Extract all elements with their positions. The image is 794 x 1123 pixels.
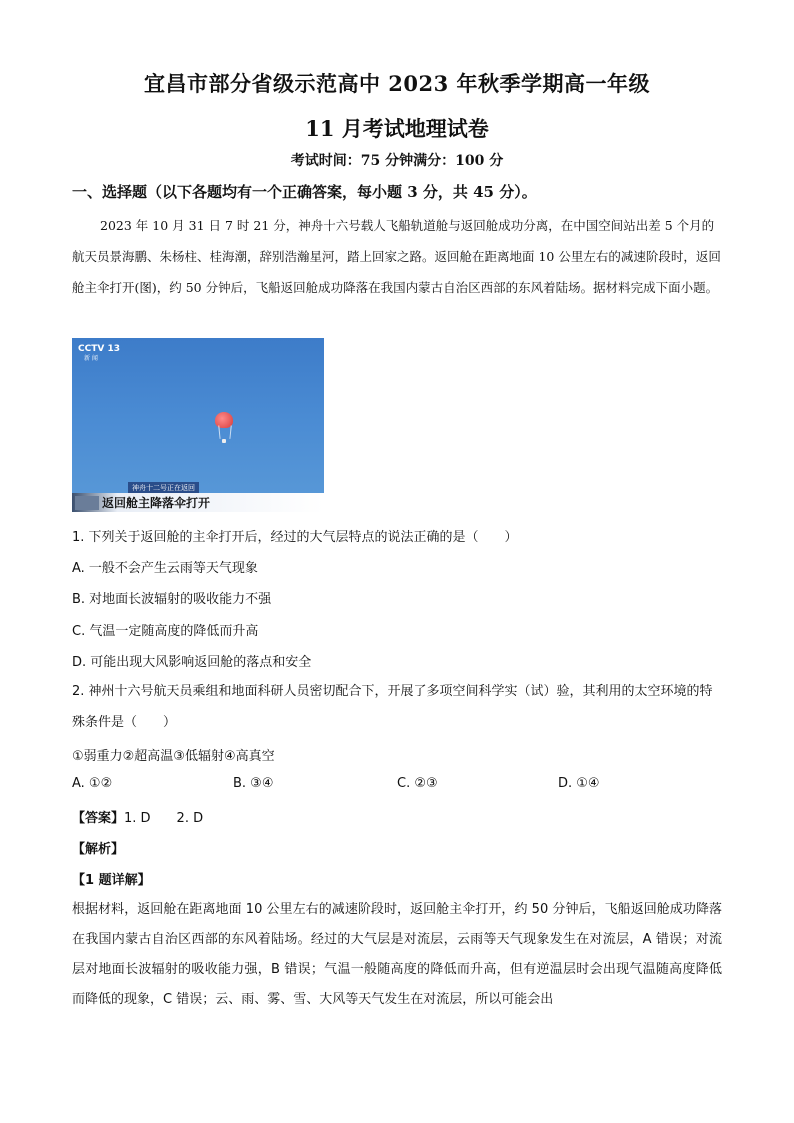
detail-tag: 【1 题详解】 — [72, 873, 151, 888]
exam-info: 考试时间：75 分钟满分：100 分 — [290, 153, 504, 169]
section1-heading: 一、选择题（以下各题均有一个正确答案，每小题 3 分，共 45 分）。 — [72, 183, 537, 201]
answer-line — [72, 807, 203, 826]
q1-option-c: C. 气温一定随高度的降低而升高 — [72, 624, 259, 639]
q2-option-c: C. ②③ — [397, 776, 438, 791]
return-capsule — [222, 439, 226, 443]
analysis-tag: 【解析】 — [72, 842, 125, 857]
parachute-photo — [72, 338, 324, 512]
channel-logo — [78, 344, 120, 364]
caption-small: 神舟十二号正在返回 — [128, 482, 199, 494]
q2-conditions: ①弱重力②超高温③低辐射④高真空 — [72, 749, 275, 764]
channel-logo-text: CCTV 13 — [78, 344, 120, 354]
q1-option-a: A. 一般不会产生云雨等天气现象 — [72, 561, 258, 576]
q1-stem: 1. 下列关于返回舱的主伞打开后，经过的大气层特点的说法正确的是（ ） — [72, 530, 518, 545]
detail-paragraph: 根据材料，返回舱在距离地面 10 公里左右的减速阶段时，返回舱主伞打开，约 50 分钟后，飞船返回舱成功降落在我国内蒙古自治区西部的东风着陆场。经过的大气层是对流层，云雨等天气现象发生在对流层，A 错误；对流层对地面长波辐射的吸收能力强，B 错误；气温一般随高度的降低而升高，但有逆温层时会出现气温随高度降低而降低的现象，C 错误；云、雨、雾、雪、大风等天气发生在对流层，所以可能会出 — [72, 902, 722, 1007]
caption-thumbnail — [75, 496, 99, 510]
q2-stem: 2. 神州十六号航天员乘组和地面科研人员密切配合下，开展了多项空间科学实（试）验，其利用的太空环境的特殊条件是（ ） — [72, 684, 713, 730]
answer-text: 1. D 2. D — [124, 811, 204, 826]
exam-title-line1: 宜昌市部分省级示范高中 2023 年秋季学期高一年级 — [143, 71, 651, 96]
parachute-lines — [218, 426, 232, 439]
material-paragraph: 2023 年 10 月 31 日 7 时 21 分，神舟十六号载人飞船轨道舱与返回舱成功分离，在中国空间站出差 5 个月的航天员景海鹏、朱杨柱、桂海潮，辞别浩瀚星河，踏上回家之路。返回舱在距离地面 10 公里左右的减速阶段时，返回舱主伞打开(图)，约 50 分钟后，飞船返回舱成功降落在我国内蒙古自治区西部的东风着陆场。据材料完成下面小题。 — [72, 218, 721, 295]
q2-option-d: D. ①④ — [558, 776, 600, 791]
caption-main: 返回舱主降落伞打开 — [102, 496, 211, 510]
channel-logo-sub: 新 闻 — [84, 355, 98, 362]
q2-option-a: A. ①② — [72, 776, 113, 791]
answer-tag: 【答案】 — [72, 811, 125, 826]
q1-option-b: B. 对地面长波辐射的吸收能力不强 — [72, 592, 272, 607]
q1-option-d: D. 可能出现大风影响返回舱的落点和安全 — [72, 655, 312, 670]
q2-option-b: B. ③④ — [233, 776, 274, 791]
exam-title-line2: 11 月考试地理试卷 — [305, 116, 489, 141]
